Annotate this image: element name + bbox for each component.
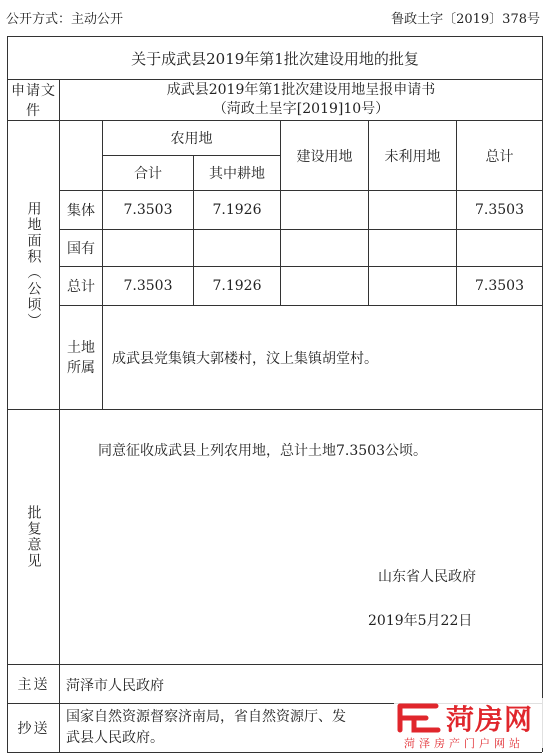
cc-label: 抄送 [17,721,50,737]
row-state-unused [369,230,456,266]
row-total-total: 7.3503 [475,278,524,294]
row-state-subtotal [103,230,193,266]
row-state-label: 国有 [67,241,95,257]
row-state-arable [194,230,280,266]
application-line-1: 成武县2019年第1批次建设用地呈报申请书 [166,82,436,98]
row-total-subtotal: 7.3503 [123,278,173,294]
header-farmland: 农用地 [170,131,213,147]
header-arable: 其中耕地 [209,166,265,182]
header-total: 总计 [485,148,514,165]
watermark-emblem-icon [396,702,442,734]
header-unused: 未利用地 [384,148,441,165]
watermark-brand: 菏房网 [446,703,534,736]
watermark-subtitle: 菏泽房产门户网站 [404,737,524,750]
row-state-total [457,230,542,266]
ownership-label: 土地所属 [67,339,95,376]
row-total-arable: 7.1926 [212,278,262,294]
watermark-logo [394,698,544,748]
row-collective-arable: 7.1926 [212,202,262,218]
row-collective-total: 7.3503 [475,202,524,218]
area-side-label: 用地面积（公顷） [25,201,42,329]
document-number: 鲁政土字〔2019〕378号 [391,12,540,27]
opinion-label-cell [8,410,59,664]
row-total-unused [369,267,456,305]
row-total-label: 总计 [67,279,95,295]
disclosure-label: 公开方式：主动公开 [6,12,124,27]
approval-date: 2019年5月22日 [368,613,473,629]
area-side-label-cell [8,121,59,409]
cc-text [66,707,346,749]
cc-line-2: 武县人民政府。 [66,730,164,746]
issuer: 山东省人民政府 [378,569,476,585]
row-total-construction [281,267,368,305]
send-to-label: 主送 [17,677,50,693]
application-label: 申请文件 [11,83,56,119]
row-collective-unused [369,191,456,229]
row-collective-label: 集体 [67,203,95,219]
application-document [60,80,542,120]
opinion-text: 同意征收成武县上列农用地，总计土地7.3503公顷。 [98,443,427,459]
row-state-construction [281,230,368,266]
document-title: 关于成武县2019年第1批次建设用地的批复 [131,49,419,68]
header-construction: 建设用地 [296,148,353,165]
row-collective-subtotal: 7.3503 [123,202,173,218]
cc-line-1: 国家自然资源督察济南局，省自然资源厅、发 [66,709,346,725]
opinion-label: 批复意见 [25,505,42,569]
ownership-text: 成武县党集镇大郭楼村，汶上集镇胡堂村。 [112,350,378,367]
header-subtotal: 合计 [134,166,162,182]
row-collective-construction [281,191,368,229]
ownership-label-cell [60,306,102,409]
application-line-2: （菏政土呈字[2019]10号） [212,101,390,117]
send-to-text: 菏泽市人民政府 [66,678,164,694]
